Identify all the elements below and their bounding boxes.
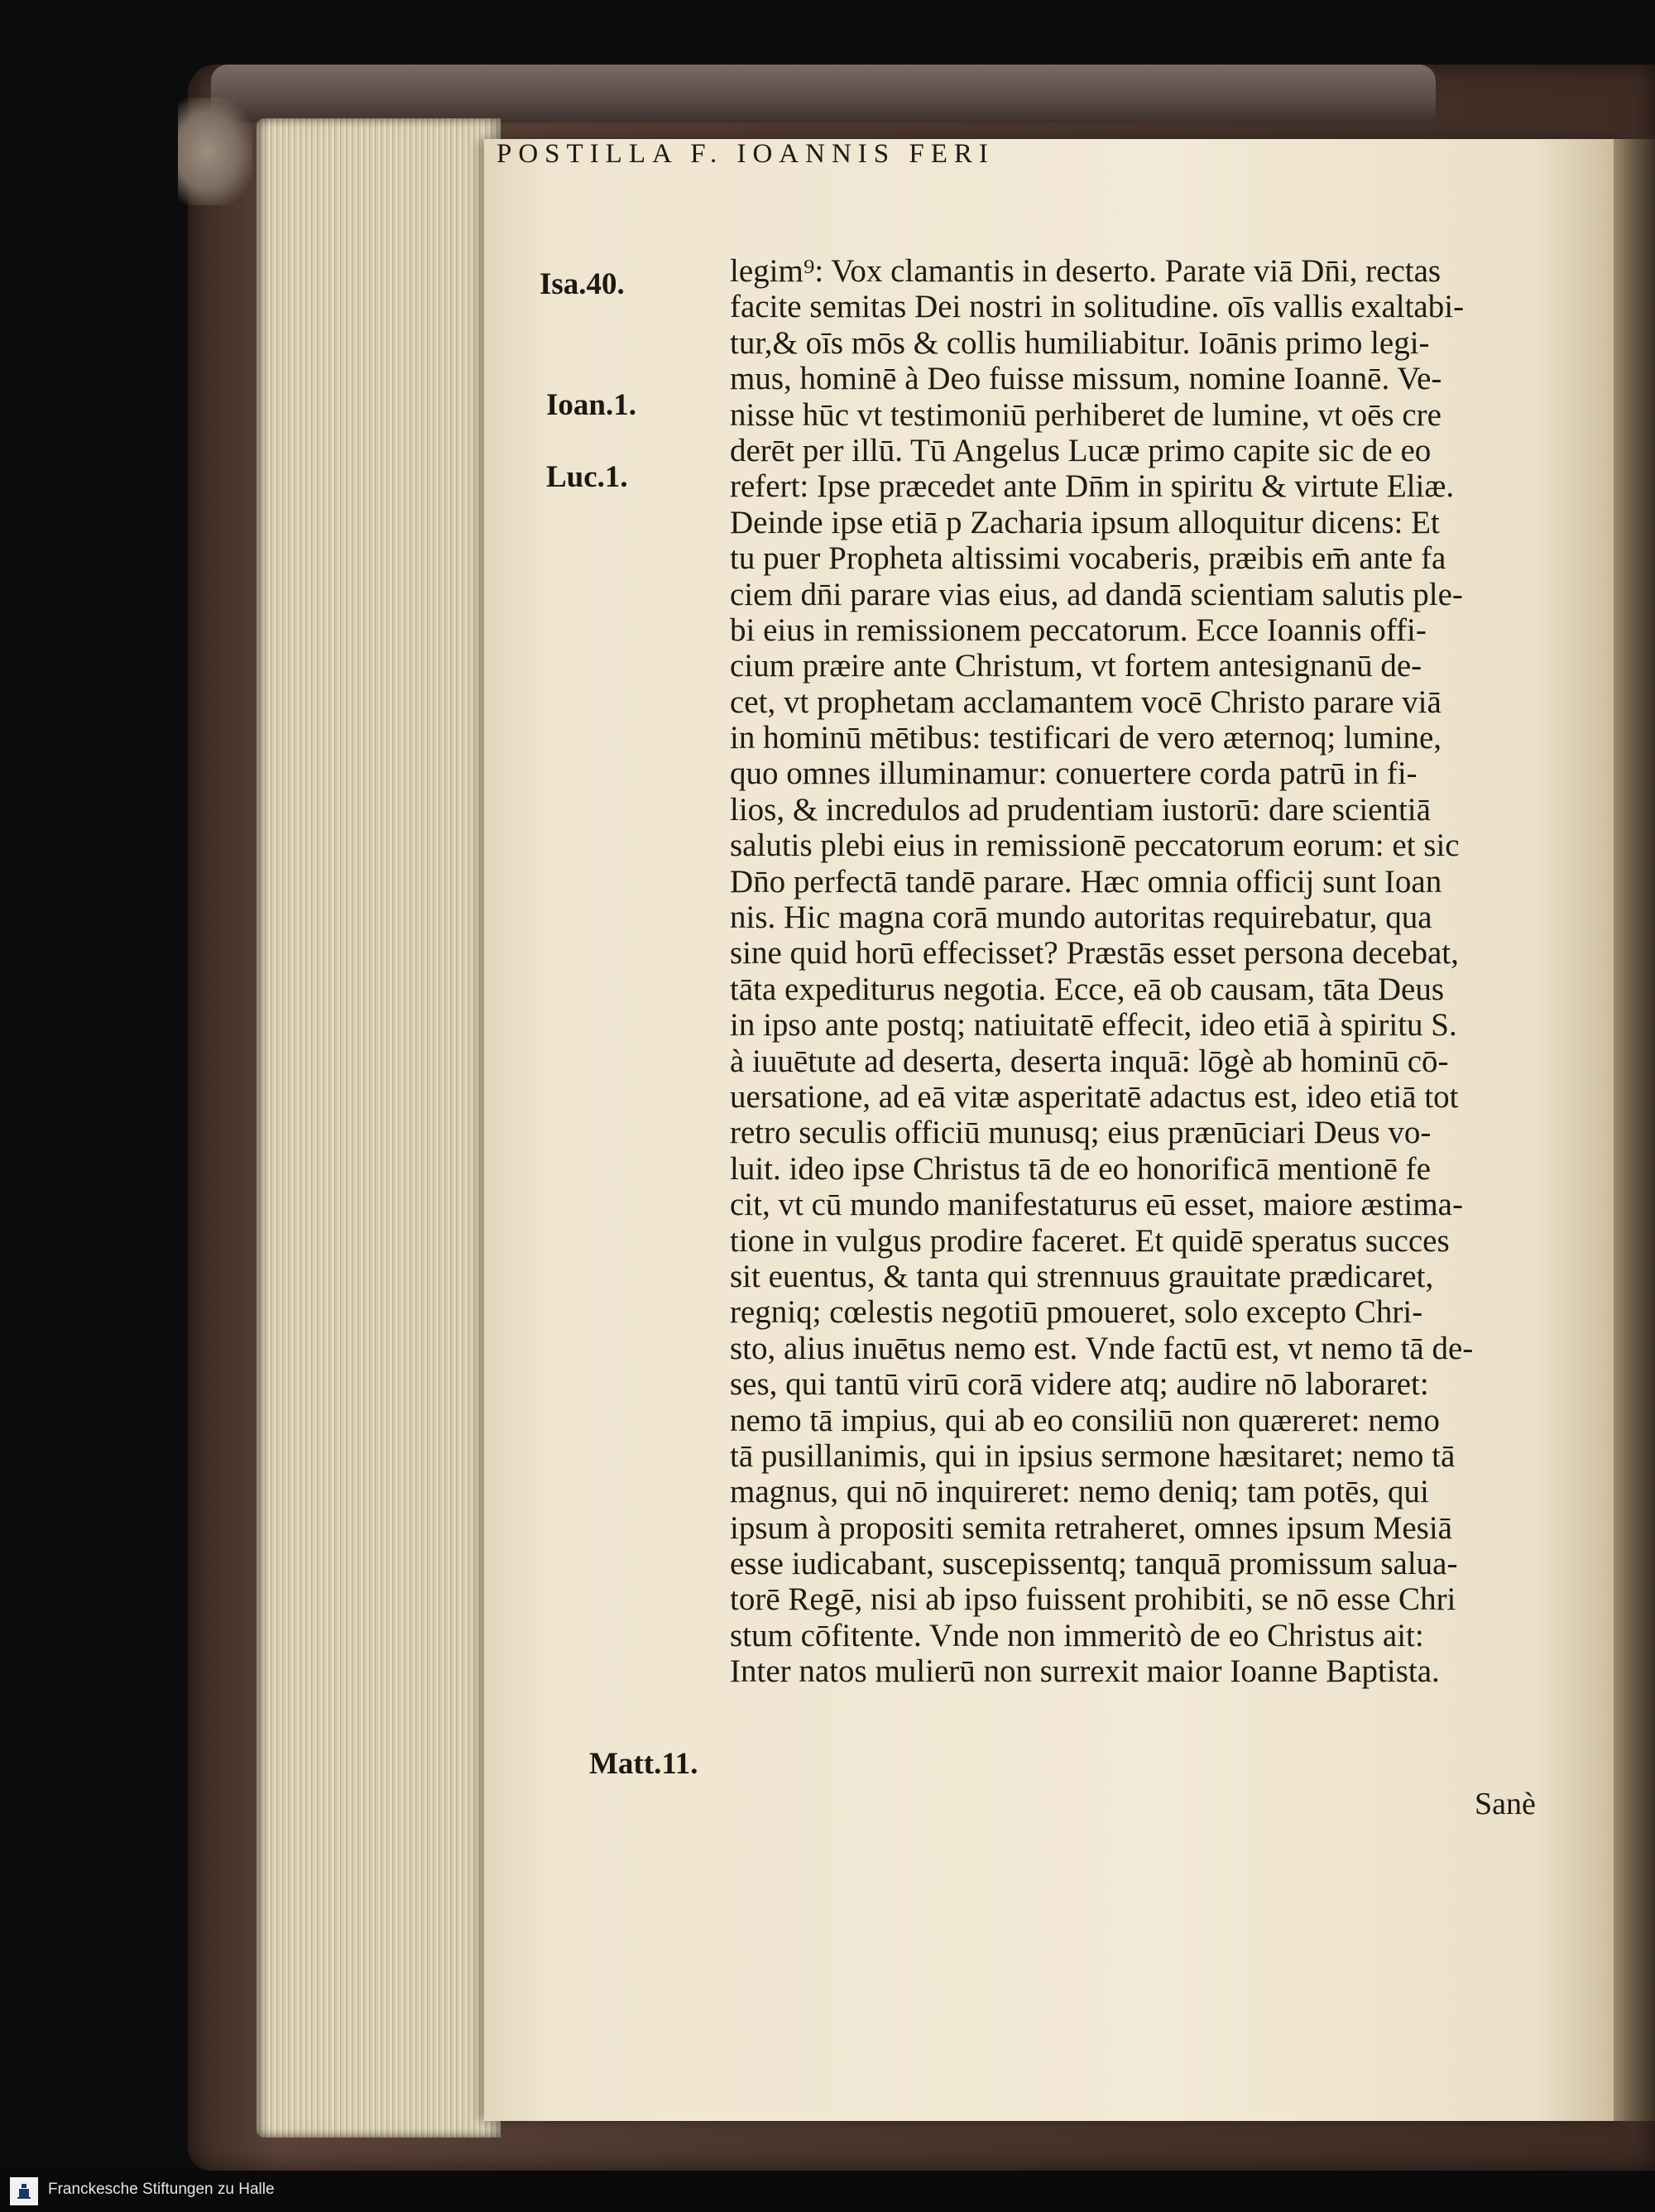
text-line: nisse hūc vt testimoniū perhiberet de lumine, vt oēs cre [730,396,1442,433]
text-line: Inter natos mulierū non surrexit maior Ioanne Baptista. [730,1653,1440,1690]
text-line: ipsum à propositi semita retraheret, omnes ipsum Mesiā [730,1509,1452,1546]
text-line: nemo tā impius, qui ab eo consiliū non quæreret: nemo [730,1402,1440,1438]
institution-logo-icon [10,2177,38,2205]
text-line: nis. Hic magna corā mundo autoritas requirebatur, qua [730,900,1432,936]
margin-note-matt: Matt.11. [589,1747,698,1781]
text-line: stum cōfitente. Vnde non immeritò de eo Christus ait: [730,1617,1424,1653]
text-line: sto, alius inuētus nemo est. Vnde factū est, vt nemo tā de- [730,1330,1474,1366]
margin-note-isa: Isa.40. [540,267,625,301]
text-line: bi eius in remissionem peccatorum. Ecce Ioannis offi- [730,612,1427,648]
text-line: tu puer Propheta altissimi vocaberis, præibis em̄ ante fa [730,540,1446,577]
text-line: lios, & incredulos ad prudentiam iustorū: dare scientiā [730,791,1431,828]
text-line: quo omnes illuminamur: conuertere corda patrū in fi- [730,756,1418,792]
margin-note-luc: Luc.1. [546,460,628,494]
text-line: mus, hominē à Deo fuisse missum, nomine Ioannē. Ve- [730,361,1442,397]
text-line: torē Regē, nisi ab ipso fuissent prohibiti, se nō esse Chri [730,1581,1456,1618]
catchword: Sanè [1475,1787,1536,1821]
page-gutter-shadow [1614,139,1655,2121]
text-line: ses, qui tantū virū corā videre atq; audire nō laboraret: [730,1366,1429,1403]
text-line: tione in vulgus prodire faceret. Et quidē speratus succes [730,1222,1450,1259]
text-line: cet, vt prophetam acclamantem vocē Christo parare viā [730,684,1442,720]
text-line: magnus, qui nō inquireret: nemo deniq; tam potēs, qui [730,1474,1429,1510]
worn-corner [178,98,252,205]
text-line: salutis plebi eius in remissionē peccatorum eorum: et sic [730,828,1460,864]
text-line: in ipso ante postq; natiuitatē effecit, ideo etiā à spiritu S. [730,1007,1457,1044]
margin-note-ioan: Ioan.1. [546,388,636,422]
text-line: regniq; cœlestis negotiū pmoueret, solo excepto Chri- [730,1294,1423,1331]
text-line: tur,& oīs mōs & collis humiliabitur. Ioānis primo legi- [730,324,1430,361]
text-line: derēt per illū. Tū Angelus Lucæ primo capite sic de eo [730,432,1432,468]
text-line: tā pusillanimis, qui in ipsius sermone hæsitaret; nemo tā [730,1437,1456,1474]
text-line: in hominū mētibus: testificari de vero æternoq; lumine, [730,720,1442,756]
text-line: refert: Ipse præcedet ante Dn̄m in spiritu & virtute Eliæ. [730,468,1455,505]
text-line: retro seculis officiū munusq; eius prænūciari Deus vo- [730,1115,1432,1151]
text-line: luit. ideo ipse Christus tā de eo honorificā mentionē fe [730,1150,1431,1187]
text-line: uersatione, ad eā vitæ asperitatē adactus est, ideo etiā tot [730,1078,1459,1115]
text-line: cit, vt cū mundo manifestaturus eū esset, maiore æstima- [730,1187,1463,1223]
text-line: cium præire ante Christum, vt fortem antesignanū de- [730,648,1422,684]
text-line: legim⁹: Vox clamantis in deserto. Parate viā Dn̄i, rectas [730,253,1442,289]
text-line: Deinde ipse etiā p Zacharia ipsum alloquitur dicens: Et [730,504,1440,540]
main-text-column [730,253,1491,1690]
text-line: sine quid horū effecisset? Præstās esset persona decebat, [730,935,1459,972]
text-line: Dn̄o perfectā tandē parare. Hæc omnia officij sunt Ioan [730,863,1442,900]
text-line: facite semitas Dei nostri in solitudine. oīs vallis exaltabi- [730,289,1465,325]
footer-institution-name: Franckesche Stiftungen zu Halle [48,2181,275,2198]
page-block-edges [257,118,501,2138]
text-line: à iuuētute ad deserta, deserta inquā: lōgè ab hominū cō- [730,1043,1449,1079]
text-line: ciem dn̄i parare vias eius, ad dandā scientiam salutis ple- [730,576,1463,612]
footer-bar [0,2171,1655,2212]
running-head: POSTILLA F. IOANNIS FERI [496,139,995,169]
text-line: sit euentus, & tanta qui strennuus grauitate prædicaret, [730,1258,1434,1294]
text-line: tāta expediturus negotia. Ecce, eā ob causam, tāta Deus [730,971,1445,1007]
binding-top-edge [211,65,1436,122]
text-line: esse iudicabant, suscepissentq; tanquā promissum salua- [730,1546,1458,1582]
